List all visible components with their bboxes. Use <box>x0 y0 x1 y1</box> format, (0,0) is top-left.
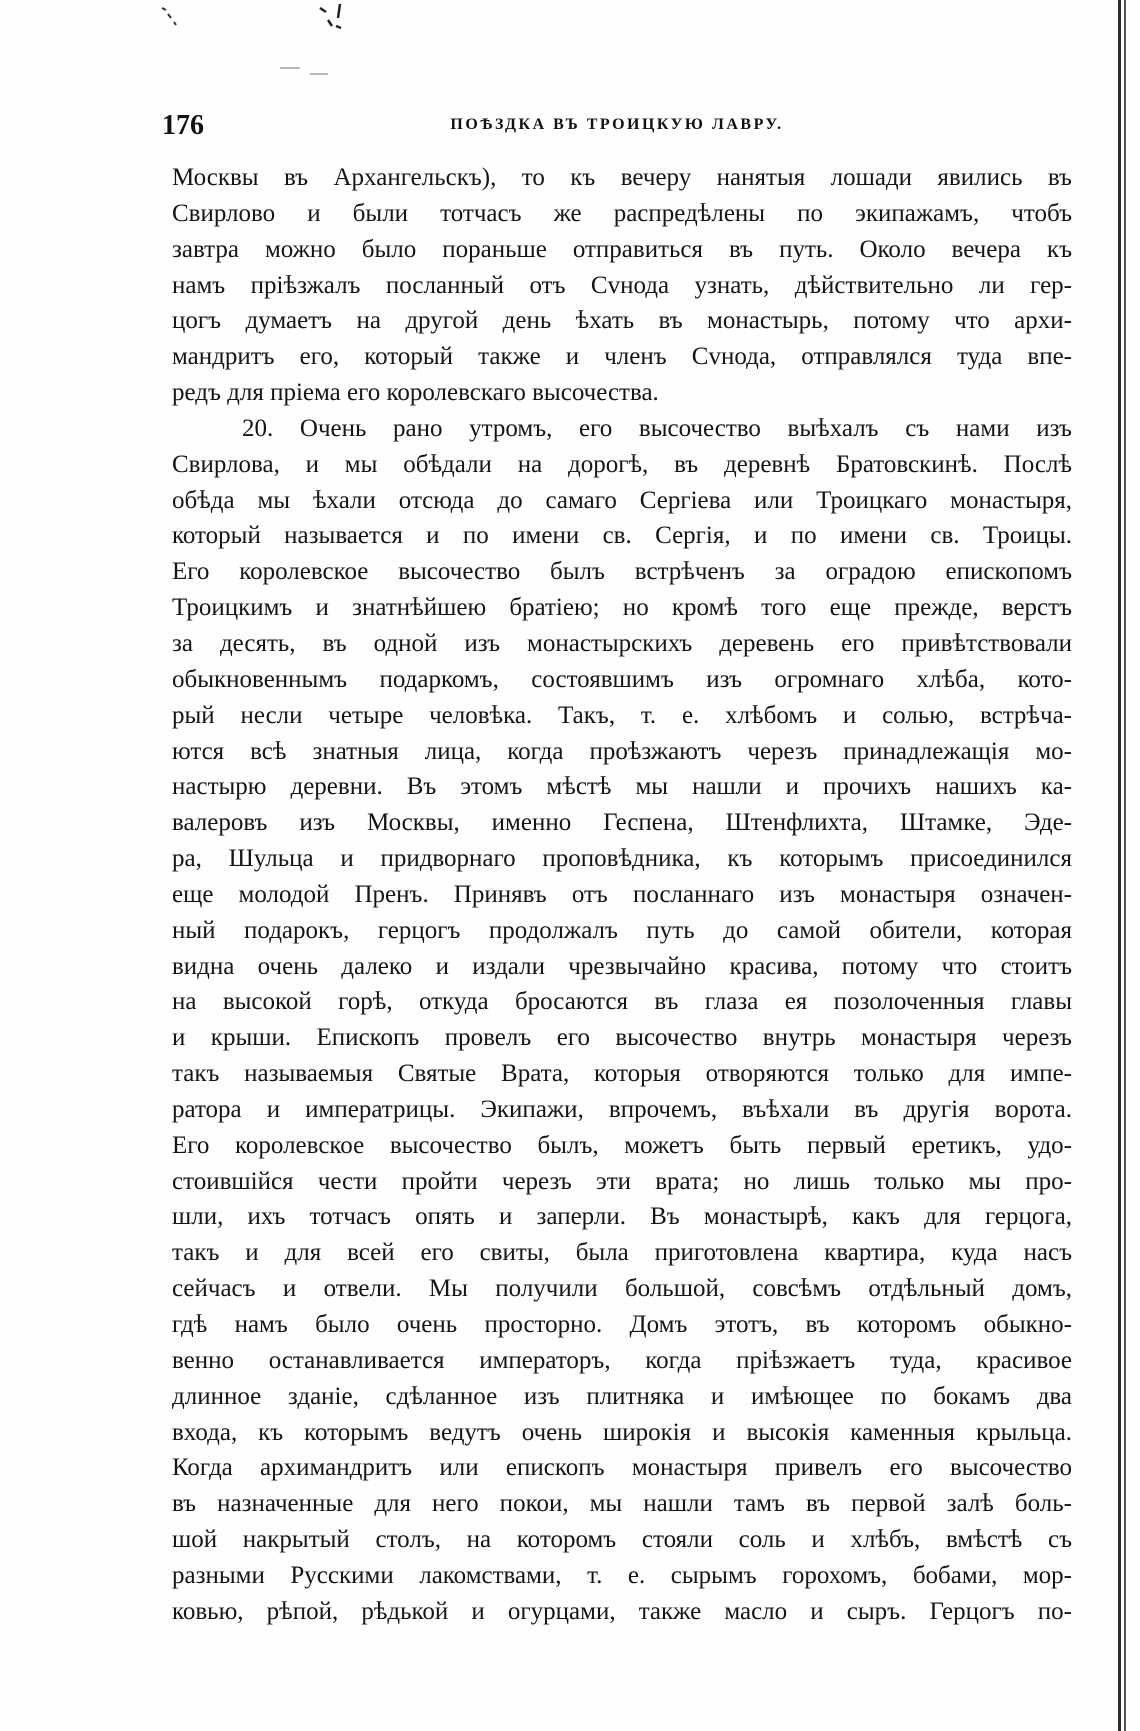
text-line: за десять, въ одной изъ монастырскихъ деревень его привѣтствовали <box>172 629 1072 657</box>
text-line: входа, къ которымъ ведутъ очень широкія и высокія каменныя крыльца. <box>172 1418 1072 1446</box>
text-line: мандритъ его, который также и членъ Сvнода, отправлялся туда впе- <box>172 343 1072 371</box>
page-edge-shadow <box>1124 0 1126 1731</box>
text-line: ратора и императрицы. Экипажи, впрочемъ, въѣхали въ другія ворота. <box>172 1095 1072 1123</box>
text-line: разными Русскими лакомствами, т. е. сырымъ горохомъ, бобами, мор- <box>172 1561 1072 1589</box>
page-edge-line <box>1118 0 1121 1731</box>
text-line: на высокой горѣ, откуда бросаются въ глаза ея позолоченныя главы <box>172 988 1072 1016</box>
page-header <box>162 110 1072 150</box>
text-line: еще молодой Пренъ. Принявъ отъ посланнаго изъ монастыря означен- <box>172 880 1072 908</box>
text-line: настырю деревни. Въ этомъ мѣстѣ мы нашли и прочихъ нашихъ ка- <box>172 773 1072 801</box>
text-line: венно останавливается императоръ, когда пріѣзжаетъ туда, красивое <box>172 1346 1072 1374</box>
text-line: редъ для пріема его королевскаго высочества. <box>172 379 659 407</box>
text-line: валеровъ изъ Москвы, именно Геспена, Штенфлихта, Штамке, Эде- <box>172 809 1072 837</box>
text-line: ковью, рѣпой, рѣдькой и огурцами, также масло и сыръ. Герцогъ по- <box>172 1597 1072 1625</box>
scan-specks <box>150 0 410 90</box>
text-line: Свирлово и были тотчасъ же распредѣлены по экипажамъ, чтобъ <box>172 199 1072 227</box>
text-line: длинное зданіе, сдѣланное изъ плитняка и имѣющее по бокамъ два <box>172 1382 1072 1410</box>
text-line: шли, ихъ тотчасъ опять и заперли. Въ монастырѣ, какъ для герцога, <box>172 1203 1072 1231</box>
running-head: ПОѢЗДКА ВЪ ТРОИЦКУЮ ЛАВРУ. <box>450 116 784 133</box>
text-line: цогъ думаетъ на другой день ѣхать въ монастырь, потому что архи- <box>172 307 1072 335</box>
body-text <box>172 160 1072 1630</box>
text-line: видна очень далеко и издали чрезвычайно красива, потому что стоитъ <box>172 952 1072 980</box>
text-line: стоившійся чести пройти черезъ эти врата; но лишь только мы про- <box>172 1167 1072 1195</box>
text-line: намъ пріѣзжалъ посланный отъ Сvнода узнать, дѣйствительно ли гер- <box>172 271 1072 299</box>
text-line: ра, Шульца и придворнаго проповѣдника, къ которымъ присоединился <box>172 845 1072 873</box>
text-line: Его королевское высочество былъ, можетъ быть первый еретикъ, удо- <box>172 1131 1072 1159</box>
text-line: гдѣ намъ было очень просторно. Домъ этотъ, въ которомъ обыкно- <box>172 1311 1072 1338</box>
text-line: шой накрытый столъ, на которомъ стояли соль и хлѣбъ, вмѣстѣ съ <box>172 1526 1072 1554</box>
text-line: такъ и для всей его свиты, была приготовлена квартира, куда насъ <box>172 1239 1072 1267</box>
text-line: обѣда мы ѣхали отсюда до самаго Сергіева или Троицкаго монастыря, <box>172 486 1072 514</box>
text-line: сейчасъ и отвели. Мы получили большой, совсѣмъ отдѣльный домъ, <box>172 1275 1072 1303</box>
page-number: 176 <box>162 110 204 141</box>
text-line: 20. Очень рано утромъ, его высочество выѣхалъ съ нами изъ <box>242 414 1072 442</box>
text-line: Свирлова, и мы обѣдали на дорогѣ, въ деревнѣ Братовскинѣ. Послѣ <box>172 450 1072 478</box>
text-line: ются всѣ знатныя лица, когда проѣзжаютъ черезъ принадлежащія мо- <box>172 737 1072 765</box>
text-line: завтра можно было пораньше отправиться въ путь. Около вечера къ <box>172 235 1072 263</box>
text-line: рый несли четыре человѣка. Такъ, т. е. хлѣбомъ и солью, встрѣча- <box>172 701 1072 729</box>
text-line: въ назначенные для него покои, мы нашли тамъ въ первой залѣ боль- <box>172 1490 1072 1518</box>
text-line: Когда архимандритъ или епископъ монастыря привелъ его высочество <box>172 1454 1072 1482</box>
text-line: ный подарокъ, герцогъ продолжалъ путь до самой обители, которая <box>172 916 1072 944</box>
text-line: Его королевское высочество былъ встрѣченъ за оградою епископомъ <box>172 558 1072 586</box>
text-line: Троицкимъ и знатнѣйшею братіею; но кромѣ того еще прежде, верстъ <box>172 594 1072 622</box>
text-line: обыкновеннымъ подаркомъ, состоявшимъ изъ огромнаго хлѣба, кото- <box>172 665 1072 693</box>
text-line: и крыши. Епископъ провелъ его высочество внутрь монастыря черезъ <box>172 1024 1072 1052</box>
text-line: который называется и по имени св. Сергія, и по имени св. Троицы. <box>172 522 1072 550</box>
text-line: такъ называемыя Святые Врата, которыя отворяются только для импе- <box>172 1060 1072 1088</box>
text-line: Москвы въ Архангельскъ), то къ вечеру нанятыя лошади явились въ <box>172 164 1072 191</box>
